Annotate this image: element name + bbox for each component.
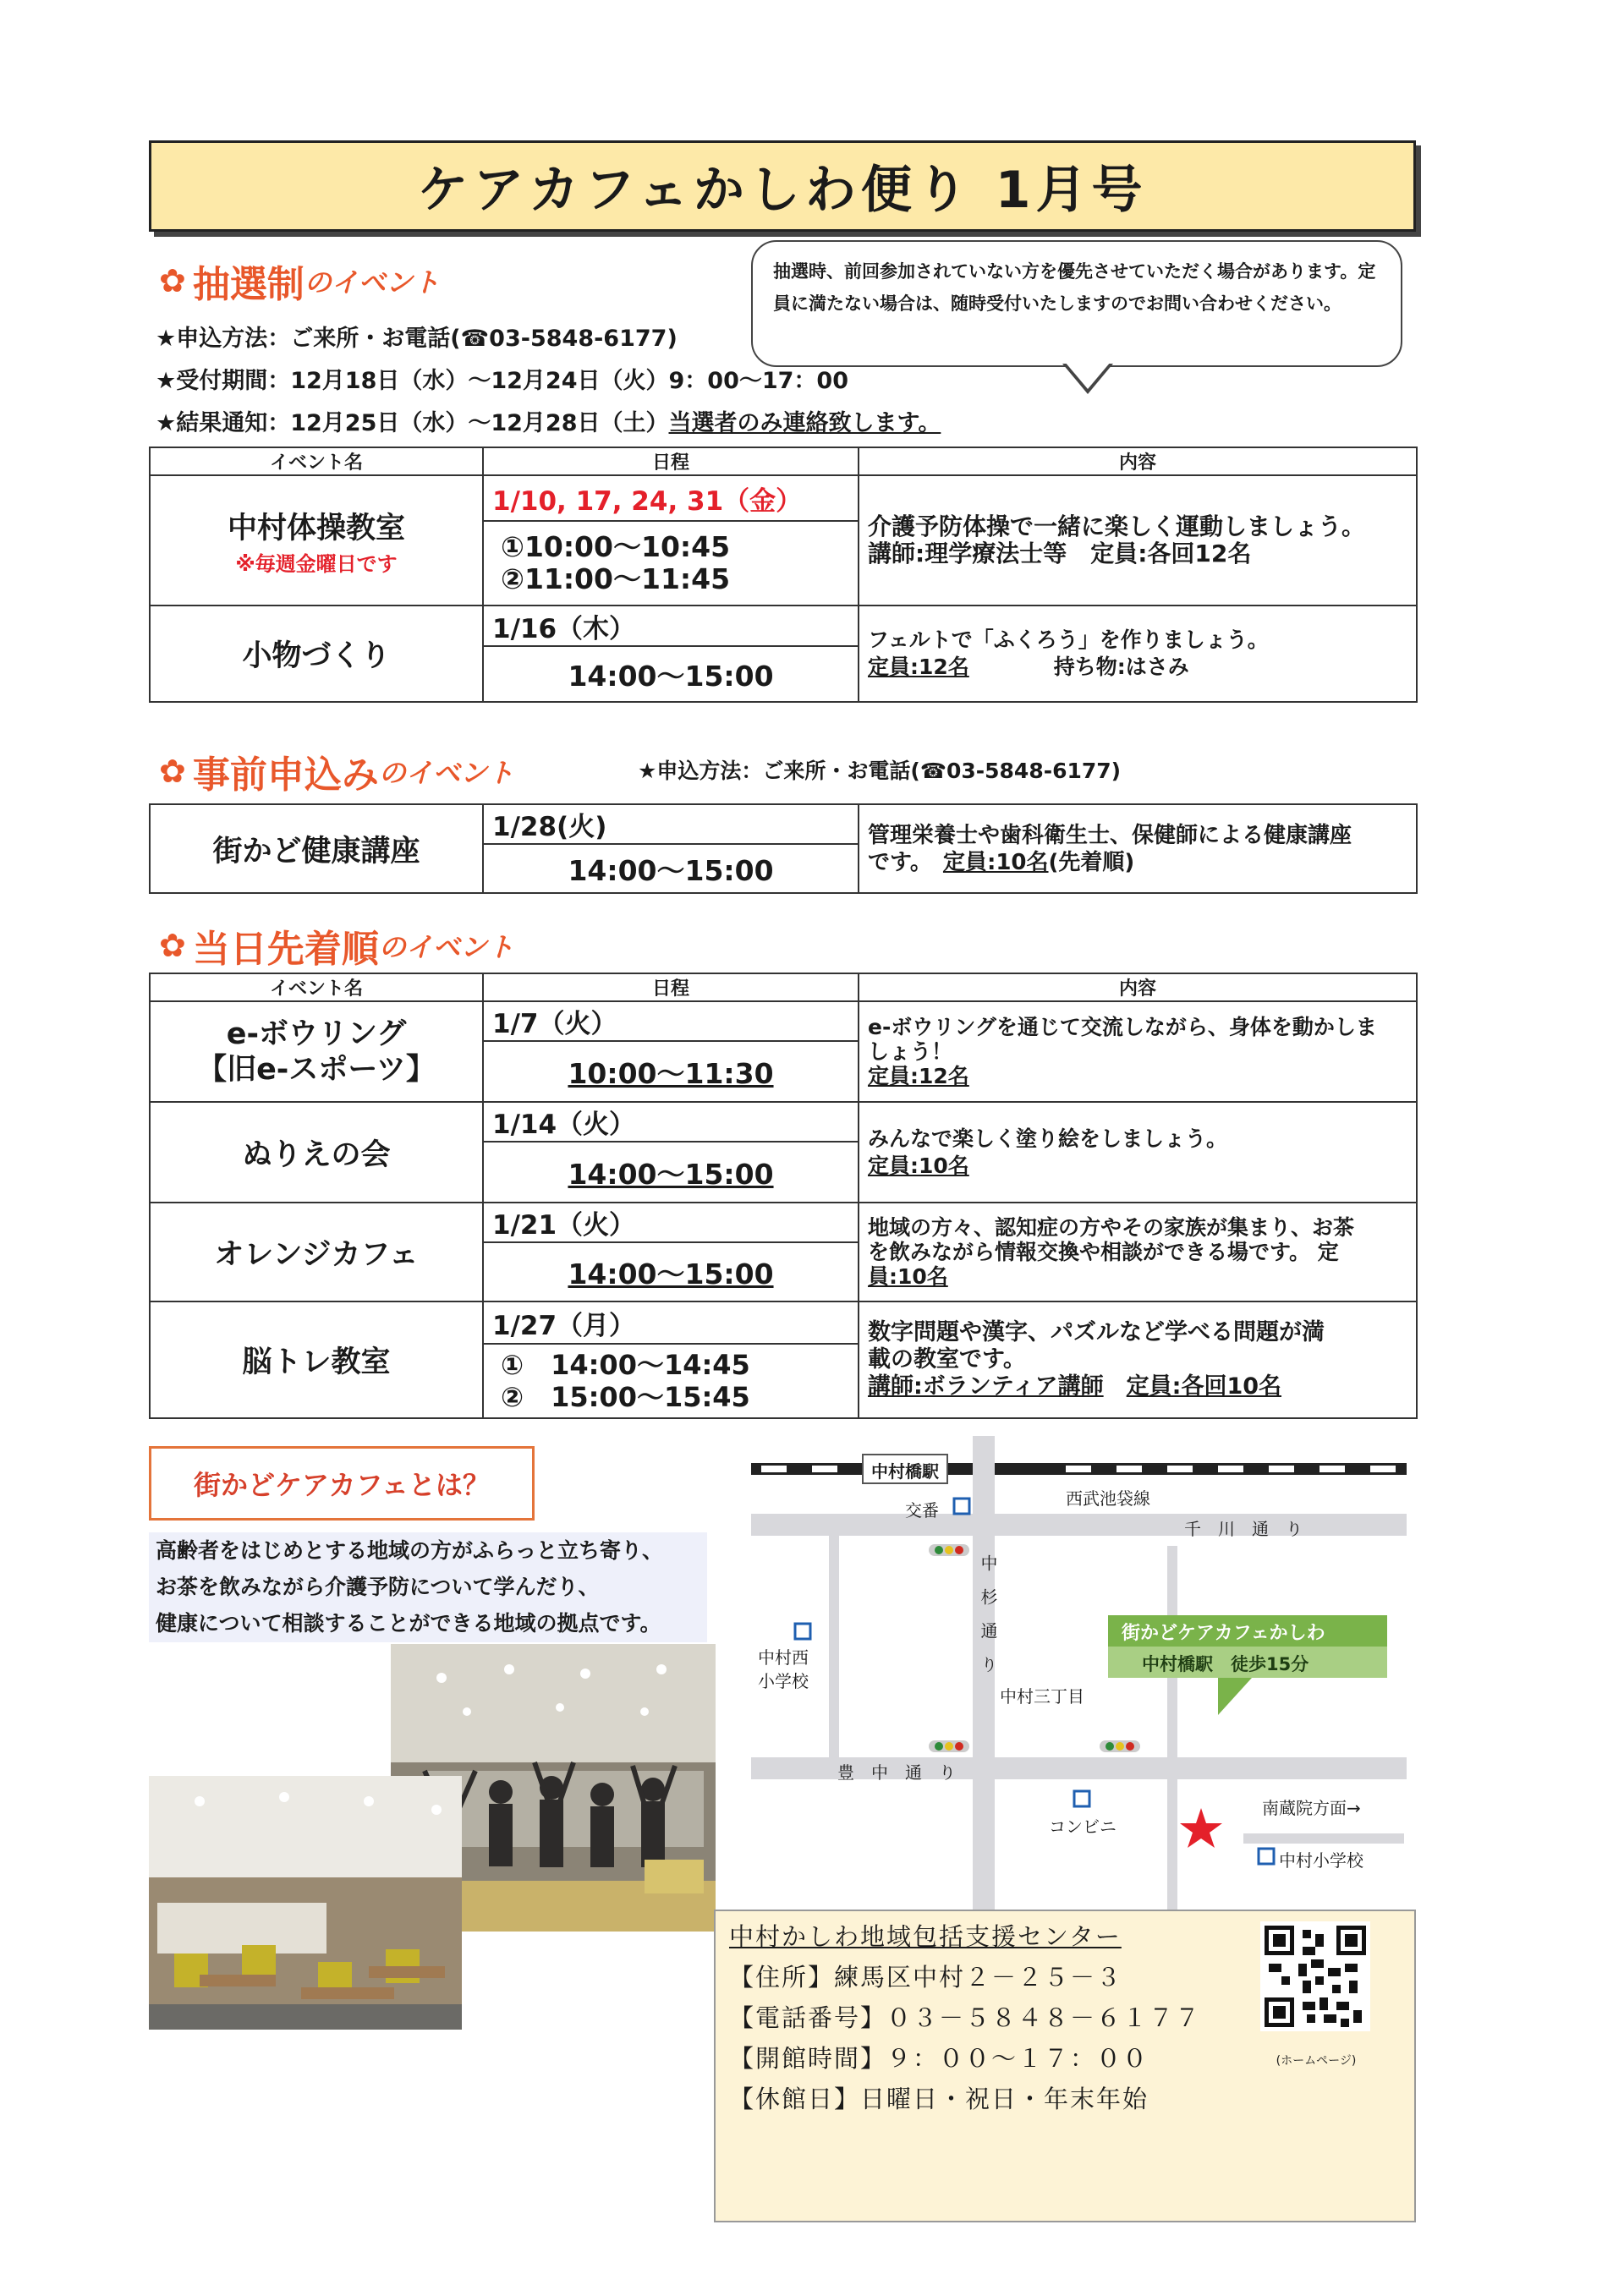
event-time: 14:00～15:00 <box>483 844 859 893</box>
table-header: 日程 <box>483 447 859 475</box>
table-header: 内容 <box>859 447 1417 475</box>
firstcome-events-table <box>149 973 1418 1419</box>
event-description: 地域の方々、認知症の方やその家族が集まり、お茶 を飲みながら情報交換や相談ができる場です。 定 員:10名 <box>859 1203 1417 1301</box>
event-description: e-ボウリングを通じて交流しながら、身体を動かしま しょう！ 定員:12名 <box>859 1001 1417 1102</box>
event-description: みんなで楽しく塗り絵をしましょう。 定員:10名 <box>859 1102 1417 1203</box>
newsletter-title <box>149 140 1416 232</box>
event-time: 14:00～15:00 <box>483 1242 859 1301</box>
event-date: 1/7（火） <box>483 1001 859 1041</box>
preapply-section-heading: ✿ 事前申込み のイベント <box>159 753 514 797</box>
lottery-section-heading: ✿ 抽選制 のイベント <box>159 262 440 306</box>
center-hours: 【開館時間】９：００～１７：００ <box>729 2044 1149 2073</box>
priority-note-bubble: 抽選時、前回参加されていない方を優先させていただく場合があります。定員に満たない場合は、随時受付いたしますのでお問い合わせください。 <box>751 240 1402 367</box>
event-time: 10:00～11:30 <box>483 1041 859 1102</box>
about-heading-box: 街かどケアカフェとは？ <box>149 1446 535 1521</box>
flower-icon: ✿ <box>159 927 186 964</box>
event-date: 1/28(火) <box>483 804 859 844</box>
event-description: 介護予防体操で一緒に楽しく運動しましょう。 講師:理学療法士等 定員:各回12名 <box>859 475 1417 606</box>
map-school-label: 小学校 <box>758 1671 809 1691</box>
table-header: イベント名 <box>150 973 483 1001</box>
lottery-apply: ★申込方法：ご来所・お電話(☎03-5848-6177) <box>156 326 678 352</box>
map-conbini-label: コンビニ <box>1049 1817 1116 1837</box>
event-description: フェルトで「ふくろう」を作りましょう。 定員:12名 持ち物:はさみ <box>859 606 1417 702</box>
flower-icon: ✿ <box>159 753 186 790</box>
center-address: 【住所】練馬区中村２－２５－３ <box>729 1963 1123 1992</box>
title-text: ケアカフェかしわ便り 1月号 <box>417 161 1148 220</box>
event-date: 1/10, 17, 24, 31（金） <box>483 475 859 521</box>
cafe-room-photo <box>149 1776 462 2030</box>
event-name: オレンジカフェ <box>150 1203 483 1301</box>
event-name: 街かど健康講座 <box>150 804 483 893</box>
table-header: 内容 <box>859 973 1417 1001</box>
map-koban-label: 交番 <box>905 1500 939 1521</box>
map-nakamura-nishi-label: 中村西 <box>758 1647 809 1668</box>
table-header: イベント名 <box>150 447 483 475</box>
map-nakasugi-label: 中 杉 通 り <box>978 1554 998 1673</box>
event-name: 中村体操教室 ※毎週金曜日です <box>150 475 483 606</box>
event-date: 1/14（火） <box>483 1102 859 1142</box>
map-station-label: 中村橋駅 <box>871 1461 939 1482</box>
map-callout-walk: 中村橋駅 徒歩15分 <box>1142 1654 1309 1674</box>
event-date: 1/16（木） <box>483 606 859 646</box>
map-senkawa-label: 千 川 通 り <box>1184 1519 1303 1539</box>
map-nakamura3-label: 中村三丁目 <box>1000 1686 1084 1707</box>
event-name: 脳トレ教室 <box>150 1301 483 1418</box>
lottery-result: ★結果通知：12月25日（水）～12月28日（土）当選者のみ連絡致します。 <box>156 410 941 436</box>
preapply-apply: ★申込方法：ご来所・お電話(☎03-5848-6177) <box>638 759 1122 783</box>
event-name: e-ボウリング 【旧e-スポーツ】 <box>150 1001 483 1102</box>
event-date: 1/21（火） <box>483 1203 859 1242</box>
event-description: 管理栄養士や歯科衛生士、保健師による健康講座 です。 定員:10名(先着順) <box>859 804 1417 893</box>
event-name: ぬりえの会 <box>150 1102 483 1203</box>
firstcome-section-heading: ✿ 当日先着順 のイベント <box>159 927 514 971</box>
event-time: ① 14:00～14:45 ② 15:00～15:45 <box>483 1344 859 1418</box>
center-phone: 【電話番号】０３－５８４８－６１７７ <box>729 2003 1202 2032</box>
center-closed: 【休館日】日曜日・祝日・年末年始 <box>729 2085 1149 2113</box>
map-line-label: 西武池袋線 <box>1066 1488 1150 1509</box>
event-time: 14:00～15:00 <box>483 1142 859 1203</box>
event-time: ①10:00～10:45 ②11:00～11:45 <box>483 521 859 606</box>
flower-icon: ✿ <box>159 262 186 299</box>
table-header: 日程 <box>483 973 859 1001</box>
map-nakamura-school-label: 中村小学校 <box>1279 1850 1363 1871</box>
event-description: 数字問題や漢字、パズルなど学べる問題が満 載の教室です。 講師:ボランティア講師 定員:各回10名 <box>859 1301 1417 1418</box>
about-description: 高齢者をはじめとする地域の方がふらっと立ち寄り、 お茶を飲みながら介護予防について学んだり、 健康について相談することができる地域の拠点です。 <box>156 1538 664 1636</box>
lottery-events-table <box>149 447 1418 703</box>
map-callout-title: 街かどケアカフェかしわ <box>1122 1623 1325 1644</box>
map-toyonaka-label: 豊 中 通 り <box>837 1762 956 1783</box>
lottery-period: ★受付期間：12月18日（水）～12月24日（火）9：00～17：00 <box>156 368 849 394</box>
map-minamikura-label: 南蔵院方面→ <box>1262 1798 1361 1818</box>
event-note: ※毎週金曜日です <box>235 551 398 576</box>
homepage-qr-code-icon[interactable] <box>1260 1921 1370 2040</box>
access-map <box>744 1436 1413 1910</box>
center-name: 中村かしわ地域包括支援センター <box>729 1922 1122 1951</box>
event-name: 小物づくり <box>150 606 483 702</box>
event-date: 1/27（月） <box>483 1301 859 1344</box>
preapply-events-table <box>149 803 1418 894</box>
event-time: 14:00～15:00 <box>483 646 859 702</box>
qr-caption: (ホームページ) <box>1276 2054 1357 2068</box>
